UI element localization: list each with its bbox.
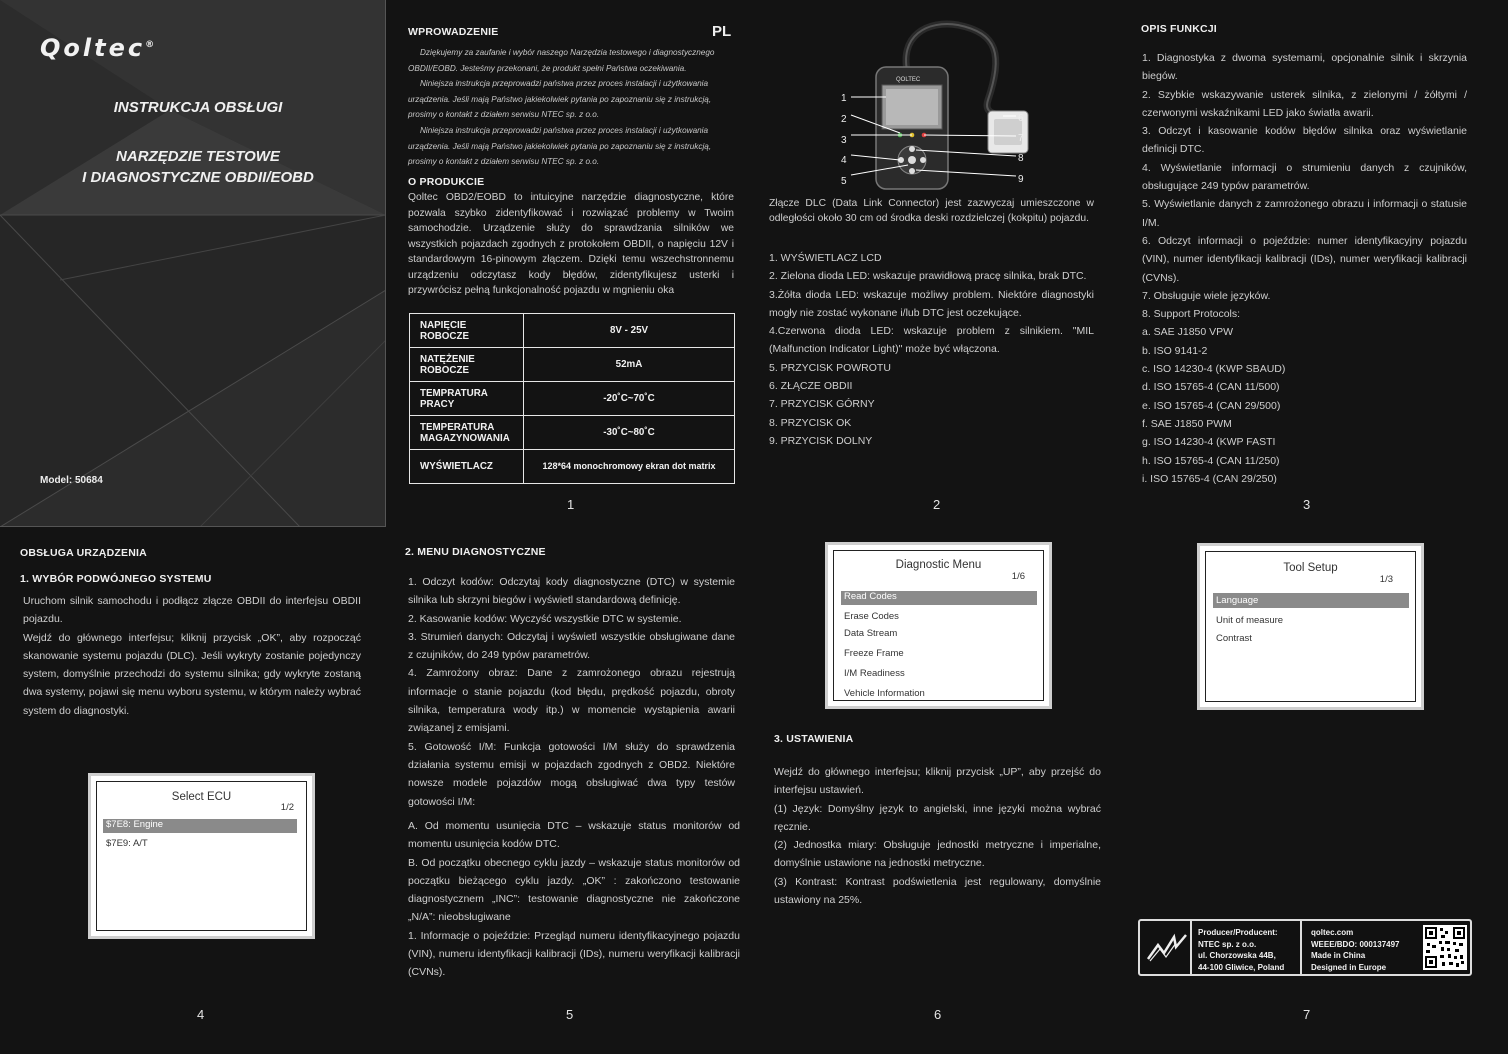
list-item: 4. Wyświetlanie informacji o strumieniu danych z czujników, obsługujące 249 typów parametrów. — [1142, 161, 1467, 193]
tool-setup-screen — [1197, 543, 1424, 710]
qr-code-icon — [1423, 925, 1467, 970]
spec-row: TEMPRATURA PRACY -20˚C~70˚C — [410, 382, 735, 416]
list-item: e. ISO 15765-4 (CAN 29/500) — [1142, 399, 1281, 412]
list-item: g. ISO 14230-4 (KWP FASTI — [1142, 436, 1276, 449]
producer-info: Producer/Producent: NTEC sp. z o.o. ul. Chorzowska 44B, 44-100 Gliwice, Poland — [1198, 928, 1285, 972]
cover-panel — [0, 0, 386, 527]
page-number: 7 — [1303, 1007, 1311, 1022]
screen-page-indicator: 1/2 — [280, 802, 294, 813]
list-item: 8. Support Protocols: — [1142, 308, 1241, 321]
screen-page-indicator: 1/6 — [1011, 571, 1025, 582]
producer-label — [1138, 919, 1472, 976]
list-item: 1. Diagnostyka z dwoma systemami, opcjonalnie silnik i skrzynia biegów. — [1142, 52, 1467, 83]
menu-item-selected[interactable]: Language — [1213, 593, 1409, 608]
spec-table — [409, 313, 735, 484]
spec-row: NAPIĘCIE ROBOCZE 8V - 25V — [410, 314, 735, 348]
menu-item[interactable]: Vehicle Information — [844, 688, 925, 699]
select-ecu-screen — [88, 773, 315, 939]
menu-item[interactable]: $7E9: A/T — [106, 838, 148, 849]
about-text: Qoltec OBD2/EOBD to intuicyjne narzędzie diagnostyczne, które pozwala szybko zidentyfikować i rozwiązać problemy w Twoim samochodzie. Urządzenie służy do sprawdzania silników we wszystkich pojazdach zgodnych z protokołem OBDII, o napięciu 12V i standardowym 16-pinowym złączem. Dzięki temu wszechstronnemu urządzeniu odczytasz kody błędów, zidentyfikujesz usterki i przywrócisz pełną funkcjonalność pojazdu w mgnieniu oka — [408, 192, 734, 296]
list-item: 3.Żółta dioda LED: wskazuje możliwy problem. Niektóre diagnostyki mogły nie zostać wykonane i/lub DTC jest oczekujące. — [769, 288, 1094, 319]
menu-item[interactable]: Contrast — [1216, 633, 1252, 644]
diagnostic-menu-text: 1. Odczyt kodów: Odczytaj kody diagnostyczne (DTC) w systemie silnika lub skrzyni biegów i wyświetl standardową definicję. 2. Kasowanie kodów: Wyczyść wszystkie DTC w systemie. 3. Strumień danych: Odczytaj i wyświetl wszystkie obsługiwane dane z czujników, do 249 typów parametrów. 4. Zamrożony obraz: Dane z zamrożonego obrazu rejestrują informacje o stanie pojazdu (kod błędu, prędkość pojazdu, obroty silnika, temperatura wody itp.) w momencie wystąpienia awarii związanej z emisjami. 5. Gotowość I/M: Funkcja gotowości I/M służy do sprawdzenia działania systemu emisji w pojazdach zgodnych z OBD2. Niektóre nowsze modele pojazdów mogą obsługiwać dwa typy testów gotowości I/M: — [408, 576, 735, 808]
brand-mark-icon — [1146, 933, 1188, 963]
device-brand-text: QOLTEC — [896, 77, 921, 83]
list-item: 2. Szybkie wskazywanie usterek silnika, z zielonymi / żółtymi / czerwonymi wskaźnikami LED jako światła awarii. — [1142, 88, 1467, 119]
menu-item-selected[interactable]: Read Codes — [841, 591, 1037, 605]
page-number: 5 — [566, 1007, 574, 1022]
screen-page-indicator: 1/3 — [1379, 574, 1393, 585]
list-item: h. ISO 15765-4 (CAN 11/250) — [1142, 454, 1280, 467]
list-item: 3. Odczyt i kasowanie kodów błędów silnika oraz wyświetlanie definicji DTC. — [1142, 125, 1467, 156]
list-item: a. SAE J1850 VPW — [1142, 326, 1234, 339]
page-number: 3 — [1303, 497, 1311, 512]
settings-text: Wejdź do głównego interfejsu; kliknij przycisk „UP”, aby przejść do interfejsu ustawień. (1) Język: Domyślny język to angielski, inne języki można wybrać ręcznie. (2) Jednostka miary: Obsługuje jednostki metryczne i imperialne, domyślnie ustawione na jednostki metryczne. (3) Kontrast: Kontrast podświetlenia jest regulowany, domyślnie ustawiony na 25%. — [774, 766, 1101, 907]
spec-row: WYŚWIETLACZ 128*64 monochromowy ekran dot matrix — [410, 450, 735, 484]
page-number: 6 — [934, 1007, 942, 1022]
dual-system-text: Uruchom silnik samochodu i podłącz złącze OBDII do interfejsu OBDII pojazdu. Wejdź do głównego interfejsu; kliknij przycisk „OK”, aby rozpocząć skanowanie systemu pojazdu (DLC). Jeśli wykryty zostanie pojedynczy system, domyślnie przechodzi do systemu silnika; gdy wykryte zostaną dwa systemy, pojawi się menu wyboru systemu, w którym należy wybrać system do diagnostyki. — [23, 595, 361, 717]
model-number: Model: 50684 — [40, 475, 103, 486]
language-code: PL — [712, 23, 732, 40]
intro-heading: WPROWADZENIE — [408, 26, 499, 38]
device-illustration — [838, 15, 1038, 190]
readiness-text: A. Od momentu usunięcia DTC – wskazuje status monitorów od momentu usunięcia kodów DTC. B. Od początku obecnego cyklu jazdy – wskazuje status monitorów od początku bieżącego cyklu jazdy. „OK” : zakończono testowanie diagnostycznem „INC”: testowanie diagnostyczne nie zakończone „N/A”: nieobsługiwane 1. Informacje o pojeździe: Przegląd numeru identyfikacyjnego pojazdu (VIN), numeru identyfikacji kalibracji (IDs), numeru weryfikacji kalibracji (CVNs). — [408, 820, 740, 979]
list-item: 8. PRZYCISK OK — [769, 416, 852, 429]
list-item: 7. Obsługuje wiele języków. — [1142, 289, 1271, 302]
list-item: 5. PRZYCISK POWROTU — [769, 361, 891, 374]
menu-item[interactable]: Unit of measure — [1216, 615, 1284, 626]
screen-title: Diagnostic Menu — [895, 559, 982, 571]
list-item: 4.Czerwona dioda LED: wskazuje problem z silnikiem. "MIL (Malfunction Indicator Light)" może być włączona. — [769, 325, 1094, 356]
parts-list — [769, 249, 1094, 450]
list-item: 6. ZŁĄCZE OBDII — [769, 380, 853, 393]
list-item: 1. WYŚWIETLACZ LCD — [769, 252, 882, 264]
screen-title: Select ECU — [171, 791, 232, 803]
list-item: f. SAE J1850 PWM — [1142, 417, 1232, 430]
list-item: 2. Zielona dioda LED: wskazuje prawidłową pracę silnika, brak DTC. — [769, 270, 1087, 283]
callouts-left: 1 2 3 4 5 — [841, 93, 847, 188]
list-item: 5. Wyświetlanie danych z zamrożonego obrazu i informacji o statusie I/M. — [1142, 198, 1467, 229]
dlc-location-text: Złącze DLC (Data Link Connector) jest zazwyczaj umieszczone w odległości około 30 cm od środka deski rozdzielczej (kokpitu) pojazdu. — [769, 198, 1094, 224]
about-heading: O PRODUKCIE — [408, 176, 485, 188]
dual-system-heading: 1. WYBÓR PODWÓJNEGO SYSTEMU — [20, 573, 212, 585]
list-item: i. ISO 15765-4 (CAN 29/250) — [1142, 472, 1277, 485]
cover-geometric-background — [0, 0, 386, 527]
page-number: 4 — [197, 1007, 205, 1022]
manual-title: INSTRUKCJA OBSŁUGI — [113, 99, 283, 116]
menu-item-selected[interactable]: $7E8: Engine — [103, 819, 297, 833]
menu-item[interactable]: I/M Readiness — [844, 668, 905, 679]
menu-item[interactable]: Freeze Frame — [844, 648, 904, 659]
callouts-right: 6 7 8 9 — [1018, 113, 1024, 185]
spec-row: TEMPERATURA MAGAZYNOWANIA -30˚C~80˚C — [410, 416, 735, 450]
intro-text: Dziękujemy za zaufanie i wybór naszego Narzędzia testowego i diagnostycznego OBDII/EOBD. Jesteśmy przekonani, że produkt spełni Państwa oczekiwania. Niniejsza instrukcja przeprowadzi państwa przez proces instalacji i użytkowania urządzenia. Jeśli mają Państwo jakiekolwiek pytania po zapoznaniu się z instrukcją, prosimy o kontakt z działem serwisu NTEC sp. z o.o. Niniejsza instrukcja przeprowadzi państwa przez proces instalacji i użytkowania urządzenia. Jeśli mają Państwo jakiekolwiek pytania po zapoznaniu się z instrukcją, prosimy o kontakt z działem serwisu NTEC sp. z o.o. — [408, 48, 715, 167]
settings-heading: 3. USTAWIENIA — [774, 733, 854, 745]
spec-row: NATĘŻENIE ROBOCZE 52mA — [410, 348, 735, 382]
list-item: 9. PRZYCISK DOLNY — [769, 434, 873, 447]
screen-title: Tool Setup — [1283, 562, 1338, 574]
list-item: 6. Odczyt informacji o pojeździe: numer identyfikacyjny pojazdu (VIN), numer identyfikacji kalibracji (IDs), numer weryfikacji kalibracji (CVNs). — [1142, 234, 1467, 284]
diagnostic-menu-screen — [825, 542, 1052, 709]
functions-list — [1142, 49, 1467, 488]
operation-heading: OBSŁUGA URZĄDZENIA — [20, 547, 147, 559]
functions-heading: OPIS FUNKCJI — [1141, 23, 1217, 35]
list-item: d. ISO 15765-4 (CAN 11/500) — [1142, 381, 1280, 394]
brand-logo: Qoltec® — [40, 34, 155, 62]
list-item: b. ISO 9141-2 — [1142, 344, 1208, 357]
page-number: 1 — [567, 497, 575, 512]
product-info: qoltec.com WEEE/BDO: 000137497 Made in China Designed in Europe — [1311, 928, 1400, 972]
menu-item[interactable]: Erase Codes — [844, 611, 899, 622]
page-number: 2 — [933, 497, 941, 512]
product-title-line1: NARZĘDZIE TESTOWE — [116, 148, 280, 165]
list-item: c. ISO 14230-4 (KWP SBAUD) — [1142, 363, 1286, 376]
menu-item[interactable]: Data Stream — [844, 628, 898, 639]
list-item: 7. PRZYCISK GÓRNY — [769, 398, 875, 411]
diagnostic-menu-heading: 2. MENU DIAGNOSTYCZNE — [405, 546, 546, 558]
product-title-line2: I DIAGNOSTYCZNE OBDII/EOBD — [82, 169, 314, 186]
